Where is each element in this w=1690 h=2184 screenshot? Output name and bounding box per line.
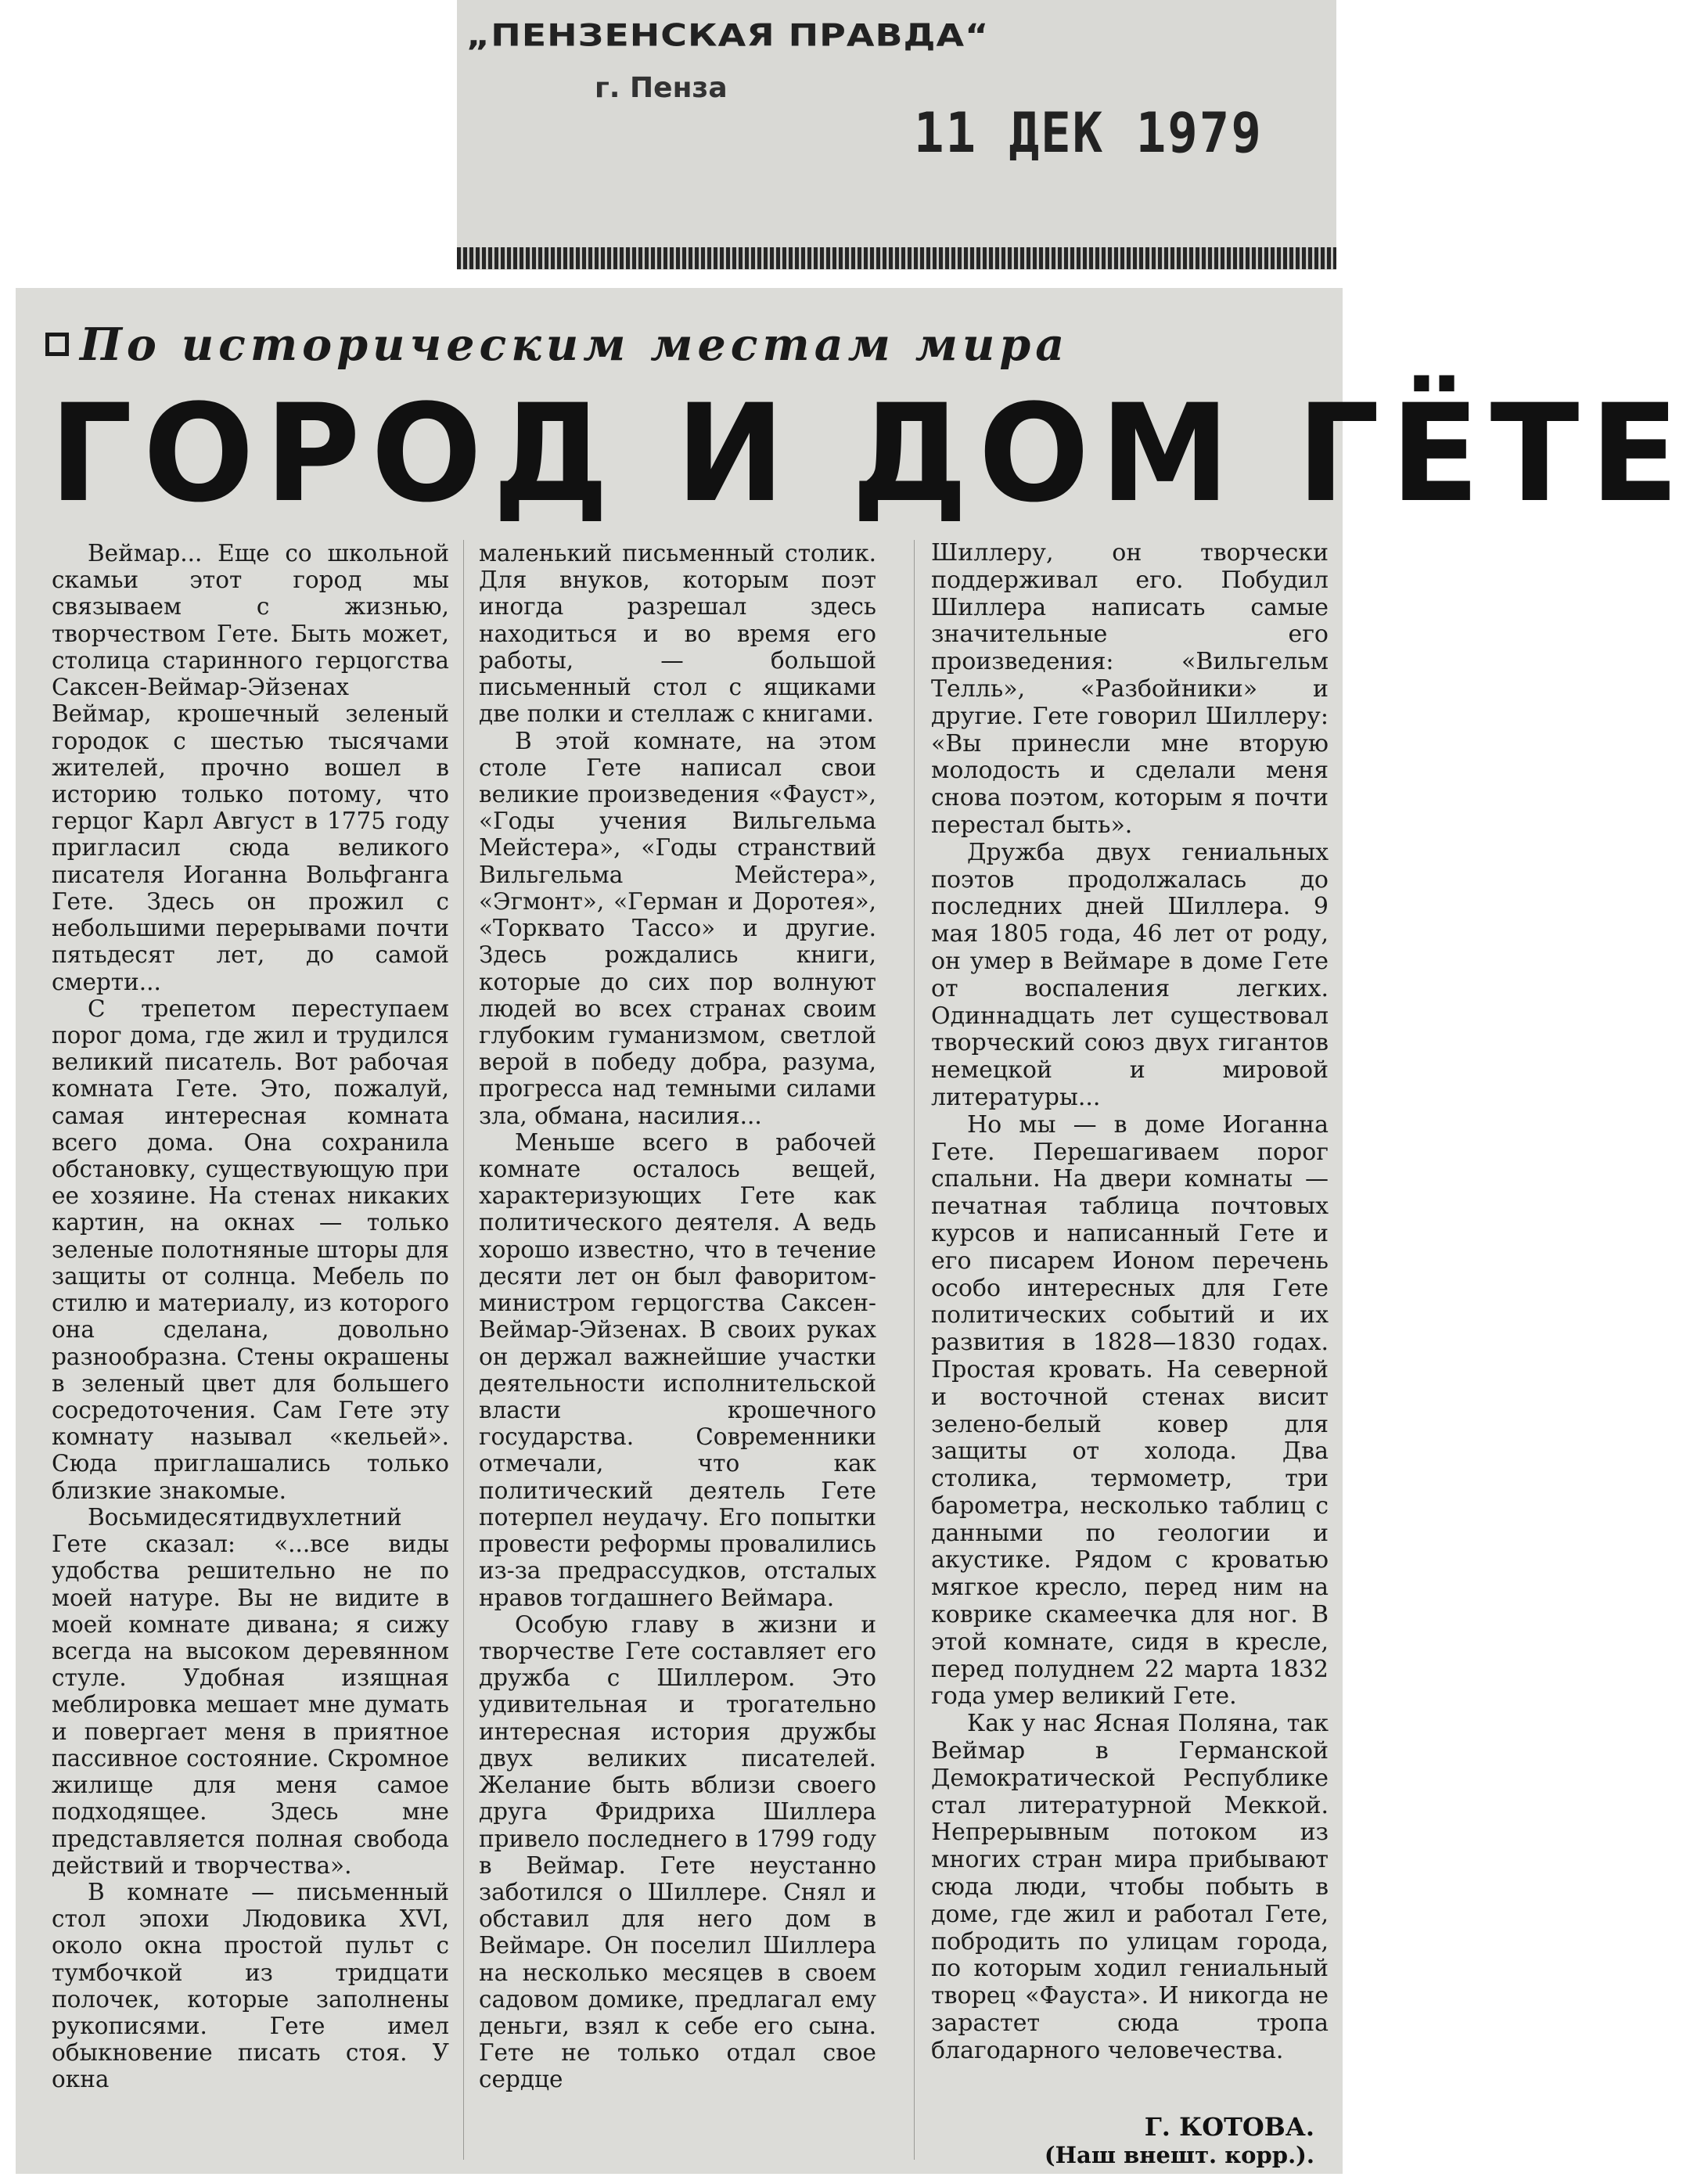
article-paragraph: Веймар... Еще со школьной скамьи этот город мы связываем с жизнью, творчеством Гете. Быть может, столица старинного герцогства Саксен-Веймар-Эйзенах Веймар, крошечный зеленый городок с шестью тысячами жителей, прочно вошел в историю только потому, что герцог Карл Август в 1775 году пригласил сюда великого писателя Иоганна Вольфганга Гете. Здесь он прожил с небольшими перерывами почти пятьдесят лет, до самой смерти... [52, 540, 449, 995]
article-paragraph: маленький письменный столик. Для внуков, которым поэт иногда разрешал здесь находиться и во время его работы, — большой письменный стол с ящиками две полки и стеллаж с книгами. [479, 540, 876, 728]
column-divider [463, 540, 464, 2160]
article-paragraph: Особую главу в жизни и творчестве Гете составляет его дружба с Шиллером. Это удивительная и трогательно интересная история дружбы двух великих писателей. Желание быть вблизи своего друга Фридриха Шиллера привело последнего в 1799 году в Веймар. Гете неустанно заботился о Шиллере. Снял и обставил для него дом в Веймаре. Он поселил Шиллера на несколько месяцев в своем садовом домике, предлагал ему деньги, взял к себе его сына. Гете не только отдал свое сердце [479, 1610, 876, 2093]
author-name: Г. КОТОВА. [1144, 2112, 1314, 2142]
column-divider [914, 540, 915, 2160]
rubric-square-icon [45, 333, 69, 356]
author-credit: (Наш внешт. корр.). [1044, 2142, 1314, 2168]
newspaper-name: „ПЕНЗЕНСКАЯ ПРАВДА“ [466, 17, 990, 53]
newspaper-city: г. Пенза [595, 72, 728, 104]
article-paragraph: С трепетом переступаем порог дома, где жил и трудился великий писатель. Вот рабочая комната Гете. Это, пожалуй, самая интересная комната всего дома. Она сохранила обстановку, существующую при ее хозяине. На стенах никаких картин, на окнах — только зеленые полотняные шторы для защиты от солнца. Мебель по стилю и материалу, из которого она сделана, довольно разнообразна. Стены окрашены в зеленый цвет для большего сосредоточения. Сам Гете эту комнату называл «кельей». Сюда приглашались только близкие знакомые. [52, 995, 449, 1504]
decorative-rule [457, 247, 1336, 269]
article-paragraph: В этой комнате, на этом столе Гете написал свои великие произведения «Фауст», «Годы учения Вильгельма Мейстера», «Годы странствий Вильгельма Мейстера», «Эгмонт», «Герман и Доротея», «Торквато Тассо» и другие. Здесь рождались книги, которые до сих пор волнуют людей во всех странах своим глубоким гуманизмом, светлой верой в победу добра, разума, прогресса над темными силами зла, обмана, насилия... [479, 727, 876, 1129]
byline [923, 2113, 1314, 2169]
article-paragraph: Как у нас Ясная Поляна, так Веймар в Германской Демократической Республике стал литературной Меккой. Непрерывным потоком из многих стран мира прибывают сюда люди, чтобы побыть в доме, где жил и работал Гете, побродить по улицам города, по которым ходил гениальный творец «Фауста». И никогда не зарастет сюда тропа благодарного человечества. [931, 1710, 1329, 2064]
article-column-3 [931, 540, 1329, 2065]
article-paragraph: В комнате — письменный стол эпохи Людовика XVI, около окна простой пульт с тумбочкой из тридцати полочек, которые заполнены рукописями. Гете имел обыкновение писать стоя. У окна [52, 1878, 449, 2093]
rubric-text: По историческим местам мира [80, 318, 1070, 371]
article-paragraph: Дружба двух гениальных поэтов продолжалась до последних дней Шиллера. 9 мая 1805 года, 46 лет от роду, он умер в Веймаре в доме Гете от воспаления легких. Одиннадцать лет существовал творческий союз двух гигантов немецкой и мировой литературы... [931, 838, 1329, 1111]
article-paragraph: Меньше всего в рабочей комнате осталось вещей, характеризующих Гете как политического деятеля. А ведь хорошо известно, что в течение десяти лет он был фаворитом-министром герцогства Саксен-Веймар-Эйзенах. В своих руках он держал важнейшие участки деятельности исполнительской власти крошечного государства. Современники отмечали, что как политический деятель Гете потерпел неудачу. Его попытки провести реформы провалились из-за предрассудков, отсталых нравов тогдашнего Веймара. [479, 1128, 876, 1611]
headline: ГОРОД И ДОМ ГЁТЕ [49, 375, 1690, 532]
article-column-1 [52, 540, 449, 2093]
article-paragraph: Но мы — в доме Иоганна Гете. Перешагиваем порог спальни. На двери комнаты — печатная таблица почтовых курсов и написанный Гете и его писарем Ионом перечень особо интересных для Гете политических событий и их развития в 1828—1830 годах. Простая кровать. На северной и восточной стенах висит зелено-белый ковер для защиты от холода. Два столика, термометр, три барометра, несколько таблиц с данными по геологии и акустике. Рядом с кроватью мягкое кресло, перед ним на коврике скамеечка для ног. В этой комнате, сидя в кресле, перед полуднем 22 марта 1832 года умер великий Гете. [931, 1110, 1329, 1711]
article-paragraph: Восьмидесятидвухлетний Гете сказал: «...все виды удобства решительно не по моей натуре. Вы не видите в моей комнате дивана; я сижу всегда на высоком деревянном стуле. Удобная изящная меблировка мешает мне думать и повергает меня в приятное пассивное состояние. Скромное жилище для меня самое подходящее. Здесь мне представляется полная свобода действий и творчества». [52, 1503, 449, 1879]
date-stamp: 11 ДЕК 1979 [914, 102, 1263, 166]
article-paragraph: Шиллеру, он творчески поддерживал его. Побудил Шиллера написать самые значительные его произведения: «Вильгельм Телль», «Разбойники» и другие. Гете говорил Шиллеру: «Вы принесли мне вторую молодость и сделали меня снова поэтом, которым я почти перестал быть». [931, 539, 1329, 839]
rubric [45, 315, 1069, 374]
article-column-2 [479, 540, 876, 2093]
